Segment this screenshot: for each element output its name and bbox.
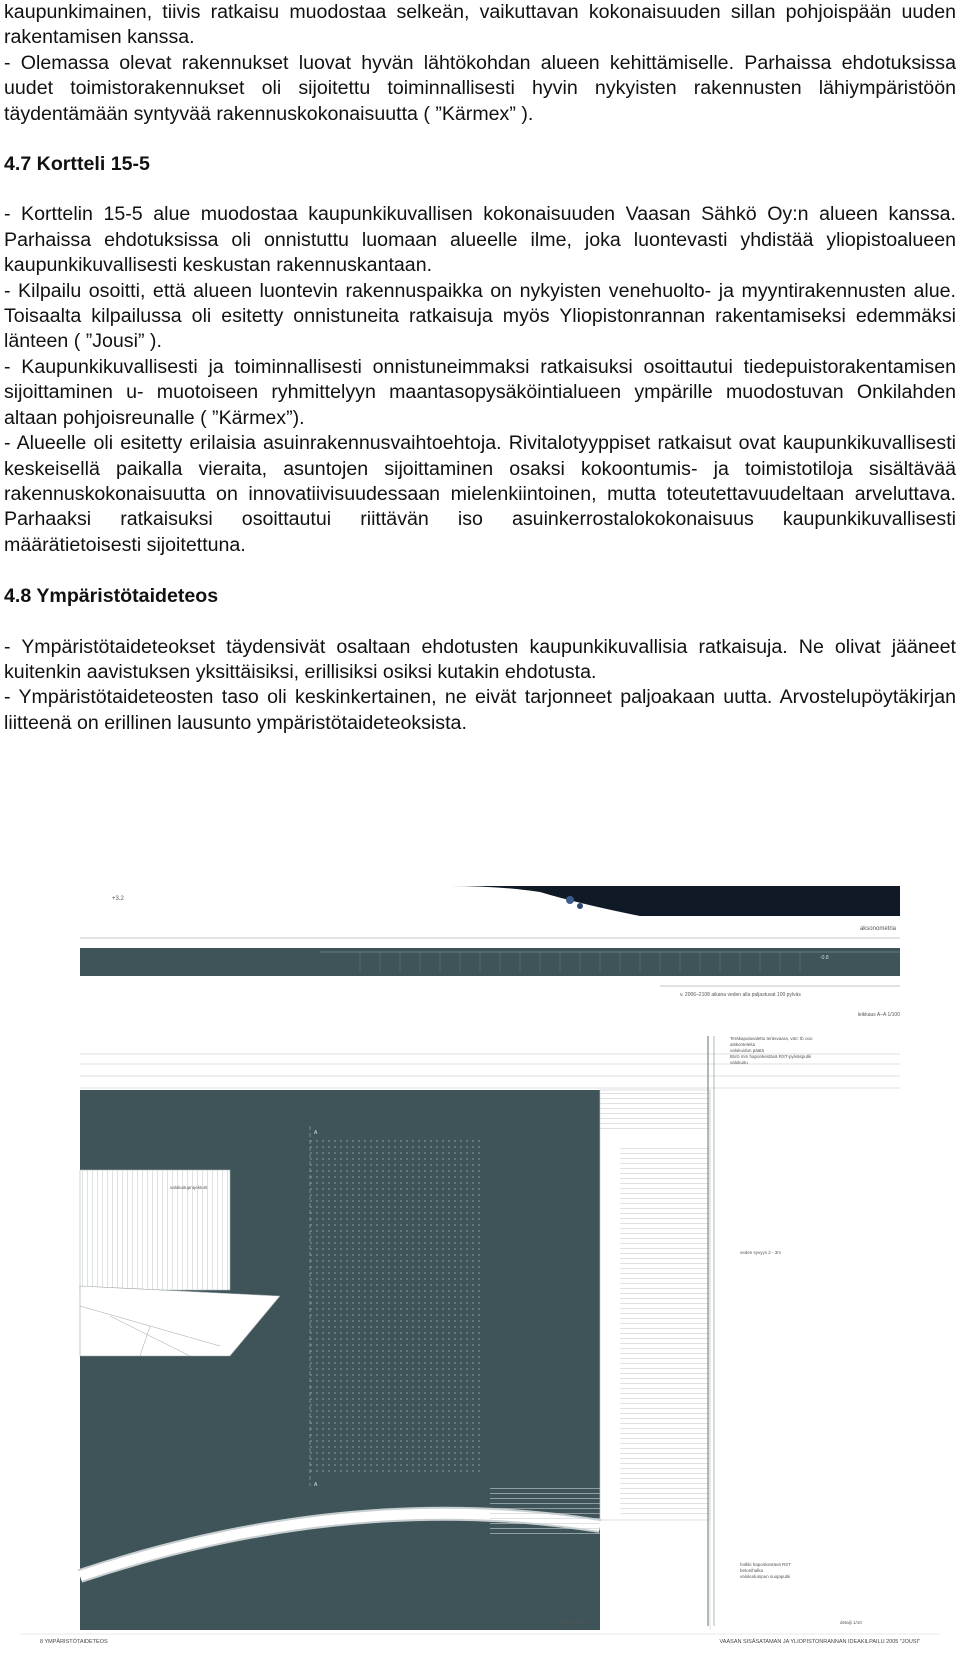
level-label: -0.8 [820, 955, 829, 961]
paragraph: - Ympäristötaideteosten taso oli keskinkertainen, ne eivät tarjonneet paljoakaan uutta. Arvostelupöytäkirjan liitteenä on erillinen lausunto ympäristötaideteoksista. [4, 686, 956, 734]
light-field [310, 1136, 480, 1476]
detail-notes-bottom [740, 1562, 791, 1579]
detail-note: betonihalka [740, 1568, 764, 1573]
projector-label: valokuituprojektorit [170, 1185, 208, 1190]
depth-label: veden syvyys 2 - 3m [740, 1250, 782, 1255]
detail-note: valokuitunipun suojaputki [740, 1574, 791, 1579]
detail-note: valokuitu [730, 1060, 748, 1065]
sheet-footer-left: 8 YMPÄRISTÖTAIDETEOS [40, 1639, 108, 1645]
paragraph: - Kaupunkikuvallisesti ja toiminnallisesti onnistuneimmaksi ratkaisuksi osoittautui tiedepuistorakentamisen sijoittaminen u- muotoiseen ryhmittelyyn maantasopysäköintialueen ympärille muodostuvan Onkilahden altaan pohjoisreunalle ( ”Kärmex”). [4, 355, 956, 429]
paragraph: kaupunkimainen, tiivis ratkaisu muodostaa selkeän, vaikuttavan kokonaisuuden sillan pohjoispään uuden rakentamisen kanssa. [4, 1, 956, 49]
paragraph: - Ympäristötaideteokset täydensivät osaltaan ehdotusten kaupunkikuvallisia ratkaisuja. Ne olivat jääneet kuitenkin aavistuksen yksittäisiksi, erillisiksi osiksi kutakin ehdotusta. [4, 635, 956, 683]
detail-scale-label: detalji 1/10 [840, 1620, 862, 1625]
right-quay-stripes [620, 1146, 710, 1516]
light-dot [566, 896, 574, 904]
paragraph: - Alueelle oli esitetty erilaisia asuinrakennusvaihtoehtoja. Rivitalotyyppiset ratkaisut ovat kaupunkikuvallisesti keskeisellä paikalla vieraita, asuntojen sijoittaminen osaksi kokoontumis- ja toimistotiloja sisältävää rakennuskokonaisuutta on innovatiivisuudessaan mielenkiintoinen, mutta toteutettavuudeltaan arveluttava. Parhaaksi ratkaisuksi osoittautui riittävän iso asuinkerrostalokokonaisuus kaupunkikuvallisesti määrätietoisesti sijoitettuna. [4, 432, 956, 556]
paragraph: - Olemassa olevat rakennukset luovat hyvän lähtökohdan alueen kehittämiselle. Parhaissa ehdotuksissa uudet toimistorakennukset oli sijoitettu toiminnallisesti hyvin nykyisten rakennusten lähiympäristöön täydentämään syntyvää rakennuskokonaisuutta ( ”Kärmex” ). [4, 51, 956, 125]
water-note: v. 2006–2108 aikana veden alla paljastuvat 100 pylväs [680, 992, 801, 998]
detail-note: Teräkapulavalettu teräsvaara, väri: tb ooo [730, 1036, 813, 1041]
paragraph: - Kilpailu osoitti, että alueen luontevin rakennuspaikka on nykyisten venehuolto- ja myyntirakennusten alue. Toisaalta kilpailussa oli esitetty onnistuneita ratkaisuja myös Yliopistonrannan rakentamiseksi edemmäksi länteen ( ”Jousi” ). [4, 279, 956, 353]
detail-note: Bürö mm haponkestävä RST-pylväsputki [730, 1054, 812, 1059]
quay-lines [80, 1054, 900, 1088]
competition-drawing-sheet [20, 886, 940, 1646]
view-label: aksonometria [859, 926, 896, 932]
section-label: leikkaus A–A 1/100 [857, 1012, 900, 1018]
section-heading: 4.8 Ympäristötaideteos [4, 585, 219, 608]
detail-note: holkki haponkestävä RST [740, 1562, 792, 1567]
terrace-stripes [600, 1090, 710, 1130]
section-mark: A [314, 1130, 318, 1136]
paragraph: - Korttelin 15-5 alue muodostaa kaupunkikuvallisen kokonaisuuden Vaasan Sähkö Oy:n alueen kanssa. Parhaissa ehdotuksissa oli onnistuttu luomaan alueelle ilme, joka luontevasti yhdistää yliopistoalueen kaupunkikuvallisesti keskustan rakennuskantaan. [4, 203, 956, 277]
section-mark: A [314, 1482, 318, 1488]
bridge-stripes [490, 1486, 600, 1536]
plan-label: pohja 1/500 [560, 1620, 584, 1625]
detail-notes-top [730, 1036, 813, 1065]
document-text [4, 0, 956, 736]
section-heading: 4.7 Kortteli 15-5 [4, 153, 150, 176]
detail-note: aitikonteleita [730, 1042, 756, 1047]
elevation-label: +3.2 [112, 896, 124, 902]
detail-note: valokuidun päätä [730, 1048, 765, 1053]
light-dot [577, 903, 583, 909]
sheet-footer-right: VAASAN SISÄSATAMAN JA YLIOPISTONRANNAN IDEAKILPAILU 2005 "JOUSI" [719, 1639, 920, 1645]
